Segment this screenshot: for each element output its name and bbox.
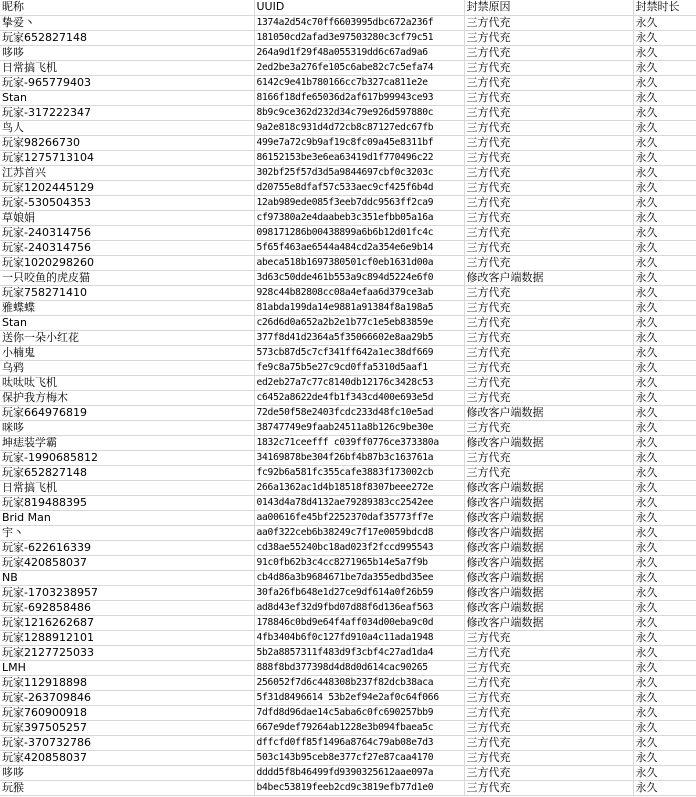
table-row (0, 555, 696, 570)
cell-ban-reason[interactable]: 三方代充 (464, 45, 633, 60)
cell-nickname[interactable]: 玩家-622616339 (0, 540, 254, 555)
cell-uuid[interactable]: 86152153be3e6ea63419d1f770496c22 (254, 150, 464, 165)
cell-ban-reason[interactable]: 三方代充 (464, 210, 633, 225)
cell-nickname[interactable]: 江苏首兴 (0, 165, 254, 180)
table-row (0, 600, 696, 615)
cell-ban-reason[interactable]: 三方代充 (464, 15, 633, 30)
table-row (0, 300, 696, 315)
cell-nickname[interactable]: 一只咬鱼的虎皮猫 (0, 270, 254, 285)
cell-ban-duration[interactable]: 永久 (633, 390, 696, 405)
cell-ban-reason[interactable]: 修改客户端数据 (464, 495, 633, 510)
cell-ban-reason[interactable]: 三方代充 (464, 330, 633, 345)
cell-ban-reason[interactable]: 修改客户端数据 (464, 510, 633, 525)
cell-ban-duration[interactable]: 永久 (633, 315, 696, 330)
cell-ban-duration[interactable]: 永久 (633, 555, 696, 570)
cell-ban-reason[interactable]: 三方代充 (464, 735, 633, 750)
cell-uuid[interactable]: 266a1362ac1d4b18518f8307beee272e (254, 480, 464, 495)
cell-uuid[interactable]: 256052f7d6c448308b237f82dcb38aca (254, 675, 464, 690)
cell-ban-reason[interactable]: 修改客户端数据 (464, 540, 633, 555)
cell-ban-reason[interactable]: 修改客户端数据 (464, 270, 633, 285)
cell-ban-duration[interactable]: 永久 (633, 615, 696, 630)
cell-ban-duration[interactable]: 永久 (633, 405, 696, 420)
cell-ban-duration[interactable]: 永久 (633, 255, 696, 270)
cell-uuid[interactable]: 4fb3404b6f0c127fd910a4c11ada1948 (254, 630, 464, 645)
table-row (0, 645, 696, 660)
cell-ban-reason[interactable]: 三方代充 (464, 750, 633, 765)
cell-uuid[interactable]: 178846c0bd9e64f4aff034d00eba9c0d (254, 615, 464, 630)
cell-nickname[interactable]: 玩家760900918 (0, 705, 254, 720)
cell-ban-duration[interactable]: 永久 (633, 525, 696, 540)
cell-ban-reason[interactable]: 修改客户端数据 (464, 525, 633, 540)
cell-ban-duration[interactable]: 永久 (633, 705, 696, 720)
table-row (0, 765, 696, 780)
cell-nickname[interactable]: 鸟人 (0, 120, 254, 135)
cell-ban-reason[interactable]: 三方代充 (464, 180, 633, 195)
cell-ban-reason[interactable]: 三方代充 (464, 645, 633, 660)
cell-nickname[interactable]: 玩家-965779403 (0, 75, 254, 90)
cell-nickname[interactable]: 宇丶 (0, 525, 254, 540)
cell-ban-reason[interactable]: 修改客户端数据 (464, 555, 633, 570)
table-row (0, 375, 696, 390)
cell-nickname[interactable]: 玩家1020298260 (0, 255, 254, 270)
table-row (0, 675, 696, 690)
cell-uuid[interactable]: fe9c8a75b5e27c9cd0ffa5310d5aaf1 (254, 360, 464, 375)
cell-ban-reason[interactable]: 三方代充 (464, 300, 633, 315)
cell-nickname[interactable]: 咪哆 (0, 420, 254, 435)
cell-ban-duration[interactable]: 永久 (633, 60, 696, 75)
cell-ban-reason[interactable]: 三方代充 (464, 705, 633, 720)
table-row (0, 480, 696, 495)
cell-nickname[interactable]: 日常搞飞机 (0, 60, 254, 75)
table-row (0, 210, 696, 225)
cell-ban-reason[interactable]: 三方代充 (464, 720, 633, 735)
cell-ban-reason[interactable]: 三方代充 (464, 120, 633, 135)
cell-nickname[interactable]: 玩家-317222347 (0, 105, 254, 120)
table-row (0, 240, 696, 255)
cell-ban-duration[interactable]: 永久 (633, 735, 696, 750)
cell-uuid[interactable]: ad8d43ef32d9fbd07d88f6d136eaf563 (254, 600, 464, 615)
cell-ban-duration[interactable]: 永久 (633, 540, 696, 555)
cell-ban-duration[interactable]: 永久 (633, 285, 696, 300)
table-row (0, 510, 696, 525)
cell-uuid[interactable]: 8b9c9ce362d232d34c79e926d597880c (254, 105, 464, 120)
cell-uuid[interactable]: 34169878be304f26bf4b87b3c163761a (254, 450, 464, 465)
table-row (0, 360, 696, 375)
cell-nickname[interactable]: 玩家-370732786 (0, 735, 254, 750)
cell-nickname[interactable]: 玩家112918898 (0, 675, 254, 690)
cell-ban-reason[interactable]: 修改客户端数据 (464, 480, 633, 495)
cell-nickname[interactable]: 玩家397505257 (0, 720, 254, 735)
cell-ban-duration[interactable]: 永久 (633, 345, 696, 360)
cell-ban-duration[interactable]: 永久 (633, 300, 696, 315)
header-ban-reason[interactable]: 封禁原因 (464, 0, 633, 15)
cell-ban-duration[interactable]: 永久 (633, 645, 696, 660)
cell-ban-duration[interactable]: 永久 (633, 75, 696, 90)
cell-ban-reason[interactable]: 修改客户端数据 (464, 405, 633, 420)
cell-ban-duration[interactable]: 永久 (633, 270, 696, 285)
cell-ban-reason[interactable]: 三方代充 (464, 150, 633, 165)
cell-ban-duration[interactable]: 永久 (633, 630, 696, 645)
cell-ban-duration[interactable]: 永久 (633, 225, 696, 240)
cell-uuid[interactable]: 928c44b82808cc08a4efaa6d379ce3ab (254, 285, 464, 300)
cell-ban-duration[interactable]: 永久 (633, 330, 696, 345)
cell-uuid[interactable]: 503c143b95ceb8e377cf27e87caa4170 (254, 750, 464, 765)
table-row (0, 165, 696, 180)
table-row (0, 225, 696, 240)
cell-uuid[interactable]: 377f8d41d2364a5f35066602e8aa29b5 (254, 330, 464, 345)
cell-nickname[interactable]: 乌鸦 (0, 360, 254, 375)
cell-ban-duration[interactable]: 永久 (633, 495, 696, 510)
cell-ban-duration[interactable]: 永久 (633, 240, 696, 255)
cell-nickname[interactable]: LMH (0, 660, 254, 675)
cell-ban-reason[interactable]: 三方代充 (464, 630, 633, 645)
cell-ban-reason[interactable]: 三方代充 (464, 660, 633, 675)
cell-ban-duration[interactable]: 永久 (633, 210, 696, 225)
cell-ban-duration[interactable]: 永久 (633, 30, 696, 45)
cell-ban-reason[interactable]: 三方代充 (464, 765, 633, 780)
cell-uuid[interactable]: 8166f18dfe65036d2af617b99943ce93 (254, 90, 464, 105)
table-row (0, 495, 696, 510)
cell-uuid[interactable]: 5f31d8496614 53b2ef94e2af0c64f066 (254, 690, 464, 705)
table-body (0, 15, 696, 795)
cell-ban-duration[interactable]: 永久 (633, 690, 696, 705)
cell-nickname[interactable]: Stan (0, 315, 254, 330)
cell-nickname[interactable]: 保护我方梅木 (0, 390, 254, 405)
cell-nickname[interactable]: Brid Man (0, 510, 254, 525)
cell-ban-reason[interactable]: 三方代充 (464, 690, 633, 705)
cell-ban-duration[interactable]: 永久 (633, 570, 696, 585)
table-row (0, 330, 696, 345)
cell-uuid[interactable]: 1374a2d54c70ff6603995dbc672a236f (254, 15, 464, 30)
cell-nickname[interactable]: 玩家-240314756 (0, 240, 254, 255)
cell-uuid[interactable]: c6452a8622de4fb1f343cd400e693e5d (254, 390, 464, 405)
cell-uuid[interactable]: 0143d4a78d4132ae79289383cc2542ee (254, 495, 464, 510)
table-row (0, 405, 696, 420)
cell-ban-duration[interactable]: 永久 (633, 780, 696, 795)
cell-nickname[interactable]: 哆哆 (0, 765, 254, 780)
cell-uuid[interactable]: aa0f322ceb6b38249c7f17e0059bdcd8 (254, 525, 464, 540)
cell-uuid[interactable]: 667e9def79264ab1228e3b094fbaea5c (254, 720, 464, 735)
cell-nickname[interactable]: 玩家2127725033 (0, 645, 254, 660)
cell-nickname[interactable]: 送你一朵小红花 (0, 330, 254, 345)
cell-ban-duration[interactable]: 永久 (633, 360, 696, 375)
cell-ban-duration[interactable]: 永久 (633, 420, 696, 435)
cell-uuid[interactable]: 1832c71ceefff c039ff0776ce373380a (254, 435, 464, 450)
cell-nickname[interactable]: 草娘娟 (0, 210, 254, 225)
table-row (0, 120, 696, 135)
cell-nickname[interactable]: 玩家1288912101 (0, 630, 254, 645)
table-row (0, 150, 696, 165)
cell-uuid[interactable]: 2ed2be3a276fe105c6abe82c7c5efa74 (254, 60, 464, 75)
cell-ban-duration[interactable]: 永久 (633, 480, 696, 495)
cell-nickname[interactable]: 雅蝶蝶 (0, 300, 254, 315)
cell-uuid[interactable]: cb4d86a3b9684671be7da355edbd35ee (254, 570, 464, 585)
cell-uuid[interactable]: c26d6d0a652a2b2e1b77c1e5eb83859e (254, 315, 464, 330)
table-row (0, 585, 696, 600)
table-row (0, 285, 696, 300)
cell-nickname[interactable]: 玩家-263709846 (0, 690, 254, 705)
table-row (0, 195, 696, 210)
cell-ban-duration[interactable]: 永久 (633, 585, 696, 600)
table-row (0, 30, 696, 45)
cell-uuid[interactable]: 38747749e9faab24511a8b126c9be30e (254, 420, 464, 435)
table-row (0, 690, 696, 705)
cell-ban-duration[interactable]: 永久 (633, 450, 696, 465)
cell-ban-reason[interactable]: 修改客户端数据 (464, 435, 633, 450)
table-row (0, 705, 696, 720)
cell-ban-reason[interactable]: 三方代充 (464, 315, 633, 330)
cell-nickname[interactable]: 玩家1216262687 (0, 615, 254, 630)
header-ban-duration[interactable]: 封禁时长 (633, 0, 696, 15)
table-row (0, 135, 696, 150)
cell-ban-duration[interactable]: 永久 (633, 510, 696, 525)
cell-nickname[interactable]: 玩家420858037 (0, 555, 254, 570)
cell-ban-reason[interactable]: 三方代充 (464, 60, 633, 75)
cell-uuid[interactable]: 6142c9e41b780166cc7b327ca811e2e (254, 75, 464, 90)
cell-nickname[interactable]: 玩家-530504353 (0, 195, 254, 210)
table-row (0, 570, 696, 585)
cell-nickname[interactable]: 玩家758271410 (0, 285, 254, 300)
cell-ban-reason[interactable]: 三方代充 (464, 360, 633, 375)
table-row (0, 420, 696, 435)
header-uuid[interactable]: UUID (254, 0, 464, 15)
cell-nickname[interactable]: 玩猴 (0, 780, 254, 795)
cell-nickname[interactable]: 哆哆 (0, 45, 254, 60)
cell-uuid[interactable]: 12ab989ede085f3eeb7ddc9563ff2ca9 (254, 195, 464, 210)
cell-ban-duration[interactable]: 永久 (633, 90, 696, 105)
table-row (0, 435, 696, 450)
cell-uuid[interactable]: 5f65f463ae6544a484cd2a354e6e9b14 (254, 240, 464, 255)
cell-uuid[interactable]: 7dfd8d96dae14c5aba6c0fc690257bb9 (254, 705, 464, 720)
cell-nickname[interactable]: 小楠鬼 (0, 345, 254, 360)
cell-ban-reason[interactable]: 三方代充 (464, 390, 633, 405)
table-row (0, 630, 696, 645)
cell-ban-duration[interactable]: 永久 (633, 45, 696, 60)
cell-uuid[interactable]: cf97380a2e4daabeb3c351efbb05a16a (254, 210, 464, 225)
cell-ban-reason[interactable]: 三方代充 (464, 420, 633, 435)
cell-uuid[interactable]: 181050cd2afad3e97503280c3cf79c51 (254, 30, 464, 45)
table-row (0, 390, 696, 405)
table-row (0, 750, 696, 765)
table-row (0, 45, 696, 60)
cell-nickname[interactable]: NB (0, 570, 254, 585)
cell-ban-duration[interactable]: 永久 (633, 765, 696, 780)
cell-uuid[interactable]: 098171286b00438899a6b6b12d01fc4c (254, 225, 464, 240)
cell-ban-duration[interactable]: 永久 (633, 600, 696, 615)
table-row (0, 660, 696, 675)
cell-ban-reason[interactable]: 三方代充 (464, 375, 633, 390)
table-row (0, 180, 696, 195)
cell-uuid[interactable]: 3d63c50dde461b553a9c894d5224e6f0 (254, 270, 464, 285)
cell-nickname[interactable]: Stan (0, 90, 254, 105)
cell-uuid[interactable]: 302bf25f57d3d5a9844697cbf0c3203c (254, 165, 464, 180)
table-row (0, 90, 696, 105)
table-row (0, 615, 696, 630)
cell-ban-reason[interactable]: 三方代充 (464, 255, 633, 270)
cell-ban-duration[interactable]: 永久 (633, 435, 696, 450)
cell-uuid[interactable]: cd38ae55240bc18ad023f2fccd995543 (254, 540, 464, 555)
cell-ban-duration[interactable]: 永久 (633, 675, 696, 690)
cell-uuid[interactable]: 5b2a8857311f483d9f3cbf4c27ad1da4 (254, 645, 464, 660)
table-row (0, 15, 696, 30)
table-row (0, 735, 696, 750)
cell-uuid[interactable]: 573cb87d5c7cf341ff642a1ec38df669 (254, 345, 464, 360)
cell-nickname[interactable]: 玩家-1990685812 (0, 450, 254, 465)
cell-nickname[interactable]: 玩家-692858486 (0, 600, 254, 615)
table-row (0, 105, 696, 120)
cell-nickname[interactable]: 玩家652827148 (0, 30, 254, 45)
cell-uuid[interactable]: abeca518b1697380501cf0eb1631d00a (254, 255, 464, 270)
cell-uuid[interactable]: 499e7a72c9b9af19c8fc09a45e8311bf (254, 135, 464, 150)
table-row (0, 255, 696, 270)
cell-nickname[interactable]: 玩家652827148 (0, 465, 254, 480)
cell-ban-reason[interactable]: 三方代充 (464, 225, 633, 240)
cell-ban-duration[interactable]: 永久 (633, 135, 696, 150)
table-row (0, 315, 696, 330)
cell-uuid[interactable]: aa00616fe45bf2252370daf35773ff7e (254, 510, 464, 525)
cell-ban-duration[interactable]: 永久 (633, 720, 696, 735)
table-row (0, 780, 696, 795)
cell-uuid[interactable]: b4bec53819feeb2cd9c3819efb77d1e0 (254, 780, 464, 795)
cell-ban-duration[interactable]: 永久 (633, 165, 696, 180)
cell-ban-reason[interactable]: 三方代充 (464, 675, 633, 690)
cell-uuid[interactable]: 264a9d1f29f48a055319dd6c67ad9a6 (254, 45, 464, 60)
cell-nickname[interactable]: 玩家-240314756 (0, 225, 254, 240)
cell-ban-reason[interactable]: 三方代充 (464, 90, 633, 105)
cell-ban-duration[interactable]: 永久 (633, 750, 696, 765)
cell-ban-reason[interactable]: 三方代充 (464, 240, 633, 255)
cell-nickname[interactable]: 玩家664976819 (0, 405, 254, 420)
cell-nickname[interactable]: 坤痣装学霸 (0, 435, 254, 450)
table-row (0, 60, 696, 75)
table-row (0, 720, 696, 735)
cell-ban-reason[interactable]: 三方代充 (464, 135, 633, 150)
cell-uuid[interactable]: 9a2e818c931d4d72cb8c87127edc67fb (254, 120, 464, 135)
cell-ban-duration[interactable]: 永久 (633, 120, 696, 135)
cell-ban-reason[interactable]: 修改客户端数据 (464, 615, 633, 630)
cell-ban-reason[interactable]: 三方代充 (464, 465, 633, 480)
cell-uuid[interactable]: dffcfd0ff85f1496a8764c79ab08e7d3 (254, 735, 464, 750)
cell-ban-reason[interactable]: 三方代充 (464, 75, 633, 90)
cell-nickname[interactable]: 玩家420858037 (0, 750, 254, 765)
cell-ban-reason[interactable]: 三方代充 (464, 195, 633, 210)
cell-nickname[interactable]: 玩家-1703238957 (0, 585, 254, 600)
header-row (0, 0, 696, 15)
cell-ban-reason[interactable]: 三方代充 (464, 345, 633, 360)
cell-uuid[interactable]: 888f8bd377398d4d8d0d614cac90265 (254, 660, 464, 675)
cell-ban-reason[interactable]: 修改客户端数据 (464, 585, 633, 600)
cell-ban-reason[interactable]: 三方代充 (464, 450, 633, 465)
cell-uuid[interactable]: d20755e8dfaf57c533aec9cf425f6b4d (254, 180, 464, 195)
cell-uuid[interactable]: fc92b6a581fc355cafe3883f173002cb (254, 465, 464, 480)
cell-ban-duration[interactable]: 永久 (633, 195, 696, 210)
header-nickname[interactable]: 昵称 (0, 0, 254, 15)
cell-ban-reason[interactable]: 三方代充 (464, 105, 633, 120)
table-row (0, 525, 696, 540)
cell-ban-duration[interactable]: 永久 (633, 15, 696, 30)
cell-nickname[interactable]: 呔呔呔飞机 (0, 375, 254, 390)
table-row (0, 465, 696, 480)
cell-nickname[interactable]: 玩家1202445129 (0, 180, 254, 195)
cell-ban-duration[interactable]: 永久 (633, 105, 696, 120)
cell-ban-duration[interactable]: 永久 (633, 375, 696, 390)
cell-ban-duration[interactable]: 永久 (633, 465, 696, 480)
cell-uuid[interactable]: 91c0fb62b3c4cc8271965b14e5a7f9b (254, 555, 464, 570)
cell-nickname[interactable]: 玩家1275713104 (0, 150, 254, 165)
cell-ban-reason[interactable]: 三方代充 (464, 30, 633, 45)
cell-uuid[interactable]: ed2eb27a7c77c8140db12176c3428c53 (254, 375, 464, 390)
cell-ban-duration[interactable]: 永久 (633, 660, 696, 675)
cell-uuid[interactable]: 81abda199da14e9881a91384f8a198a5 (254, 300, 464, 315)
cell-uuid[interactable]: 72de50f58e2403fcdc233d48fc10e5ad (254, 405, 464, 420)
cell-nickname[interactable]: 日常搞飞机 (0, 480, 254, 495)
cell-ban-reason[interactable]: 修改客户端数据 (464, 570, 633, 585)
table-row (0, 270, 696, 285)
cell-uuid[interactable]: 30fa26fb648e1d27ce9df614a0f26b59 (254, 585, 464, 600)
cell-ban-reason[interactable]: 修改客户端数据 (464, 600, 633, 615)
table-row (0, 75, 696, 90)
cell-ban-reason[interactable]: 三方代充 (464, 780, 633, 795)
cell-nickname[interactable]: 玩家98266730 (0, 135, 254, 150)
cell-ban-reason[interactable]: 三方代充 (464, 285, 633, 300)
table-row (0, 345, 696, 360)
cell-ban-reason[interactable]: 三方代充 (464, 165, 633, 180)
cell-uuid[interactable]: dddd5f8b46499fd9390325612aae097a (254, 765, 464, 780)
cell-ban-duration[interactable]: 永久 (633, 150, 696, 165)
cell-nickname[interactable]: 玩家819488395 (0, 495, 254, 510)
table-row (0, 540, 696, 555)
cell-ban-duration[interactable]: 永久 (633, 180, 696, 195)
table-row (0, 450, 696, 465)
cell-nickname[interactable]: 挚爱丶 (0, 15, 254, 30)
